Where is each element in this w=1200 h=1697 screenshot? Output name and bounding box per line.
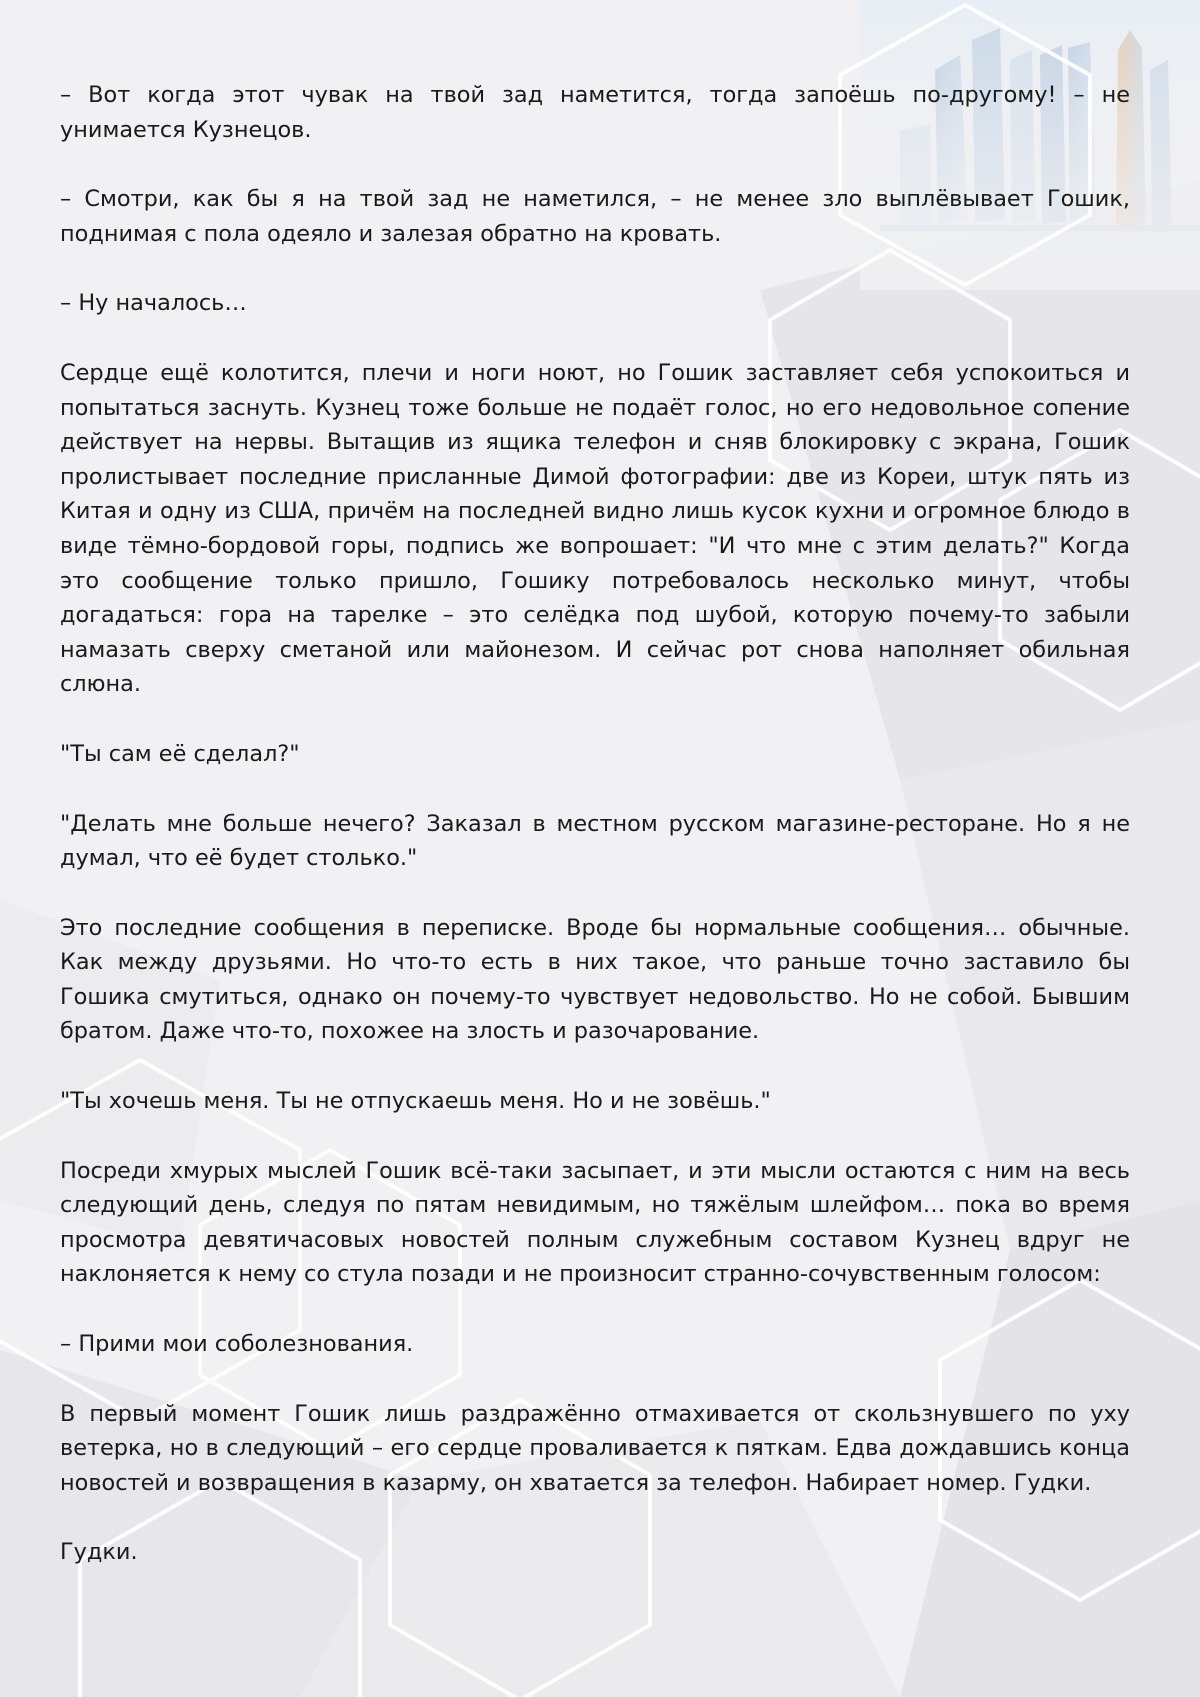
paragraph: "Ты хочешь меня. Ты не отпускаешь меня. Но и не зовёшь." <box>60 1088 771 1115</box>
paragraph: – Прими мои соболезнования. <box>60 1331 414 1358</box>
document-page <box>60 78 1130 1570</box>
paragraph: – Смотри, как бы я на твой зад не наметился, – не менее зло выплёвывает Гошик, поднимая с пола одеяло и залезая обратно на кровать. <box>60 186 1130 247</box>
paragraph: Посреди хмурых мыслей Гошик всё-таки засыпает, и эти мысли остаются с ним на весь следующий день, следуя по пятам невидимым, но тяжёлым шлейфом… пока во время просмотра девятичасовых новостей полным служебным составом Кузнец вдруг не наклоняется к нему со стула позади и не произносит странно-сочувственным голосом: <box>60 1157 1130 1288</box>
paragraph: – Ну началось… <box>60 290 247 317</box>
paragraph: "Ты сам её сделал?" <box>60 740 300 767</box>
paragraph: "Делать мне больше нечего? Заказал в местном русском магазине-ресторане. Но я не думал, что её будет столько." <box>60 810 1130 872</box>
paragraph: Гудки. <box>60 1539 138 1566</box>
paragraph: Сердце ещё колотится, плечи и ноги ноют, но Гошик заставляет себя успокоиться и попытаться заснуть. Кузнец тоже больше не подаёт голос, но его недовольное сопение действует на нервы. Вытащив из ящика телефон и сняв блокировку с экрана, Гошик пролистывает последние присланные Димой фотографии: две из Кореи, штук пять из Китая и одну из США, причём на последней видно лишь кусок кухни и огромное блюдо в виде тёмно-бордовой горы, подпись же вопрошает: "И что мне с этим делать?" Когда это сообщение только пришло, Гошику потребовалось несколько минут, чтобы догадаться: гора на тарелке – это селёдка под шубой, которую почему-то забыли намазать сверху сметаной или майонезом. И сейчас рот снова наполняет обильная слюна. <box>60 359 1130 698</box>
paragraph: Это последние сообщения в переписке. Вроде бы нормальные сообщения… обычные. Как между друзьями. Но что-то есть в них такое, что раньше точно заставило бы Гошика смутиться, однако он почему-то чувствует недовольство. Но не собой. Бывшим братом. Даже что-то, похожее на злость и разочарование. <box>60 914 1130 1045</box>
paragraph: В первый момент Гошик лишь раздражённо отмахивается от скользнувшего по уху ветерка, но в следующий – его сердце проваливается к пяткам. Едва дождавшись конца новостей и возвращения в казарму, он хватается за телефон. Набирает номер. Гудки. <box>60 1400 1130 1496</box>
paragraph: – Вот когда этот чувак на твой зад наметится, тогда запоёшь по-другому! – не унимается Кузнецов. <box>60 82 1130 143</box>
